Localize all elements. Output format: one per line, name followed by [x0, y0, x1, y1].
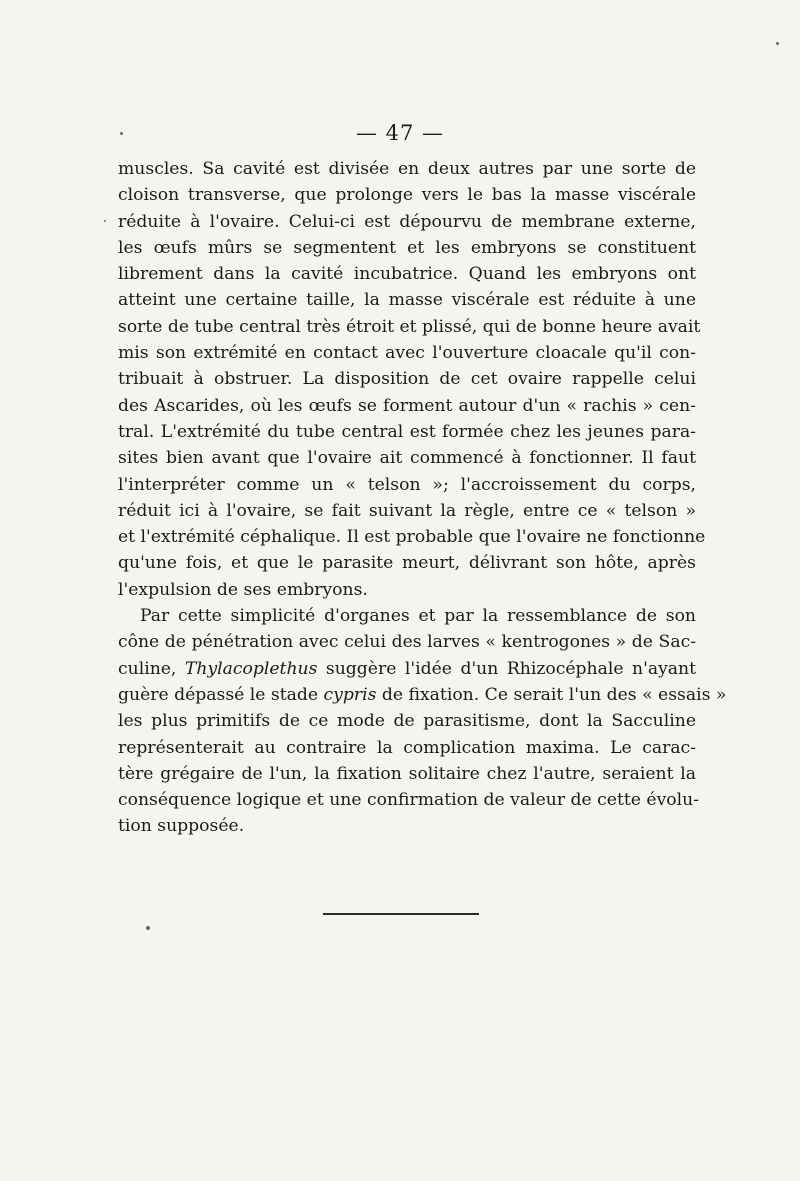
paragraph-2 [118, 603, 727, 840]
paper-speck [104, 220, 106, 222]
text-line: sorte de tube central très étroit et plissé, qui de bonne heure avait [118, 316, 701, 337]
paper-speck [776, 42, 779, 45]
section-divider [323, 913, 479, 915]
body-text [118, 156, 727, 840]
stage-name: cypris [323, 684, 377, 705]
text-fragment: guère dépassé le stade [118, 684, 324, 705]
text-line: tral. L'extrémité du tube central est formée chez les jeunes para- [118, 421, 696, 442]
text-line: des Ascarides, où les œufs se forment autour d'un « rachis » cen- [118, 395, 696, 416]
text-line: cloison transverse, que prolonge vers le bas la masse viscérale [118, 185, 696, 206]
text-line: mis son extrémité en contact avec l'ouverture cloacale qu'il con- [118, 343, 696, 364]
text-line: l'expulsion de ses embryons. [118, 579, 368, 600]
text-line: qu'une fois, et que le parasite meurt, délivrant son hôte, après [118, 553, 696, 574]
text-line: tion supposée. [118, 816, 245, 837]
text-line: les œufs mûrs se segmentent et les embryons se constituent [118, 237, 696, 258]
text-line: réduit ici à l'ovaire, se fait suivant la règle, entre ce « telson » [118, 500, 696, 521]
text-line: Par cette simplicité d'organes et par la ressemblance de son [140, 606, 696, 627]
text-line: muscles. Sa cavité est divisée en deux autres par une sorte de [118, 159, 696, 179]
text-line: conséquence logique et une confirmation de valeur de cette évolu- [118, 790, 700, 811]
text-line: sites bien avant que l'ovaire ait commencé à fonctionner. Il faut [118, 448, 696, 469]
text-line: tribuait à obstruer. La disposition de cet ovaire rappelle celui [118, 369, 696, 390]
text-line: l'interpréter comme un « telson »; l'accroissement du corps, [118, 474, 696, 495]
page-number: — 47 — [355, 121, 445, 145]
text-line [118, 682, 727, 708]
genus-name: Thylacoplethus [184, 658, 318, 679]
text-line: représenterait au contraire la complication maxima. Le carac- [118, 737, 696, 758]
text-fragment: culine, [118, 658, 185, 679]
text-fragment: suggère l'idée d'un Rhizocéphale n'ayant [317, 658, 696, 679]
paper-speck [120, 132, 123, 135]
text-line: atteint une certaine taille, la masse viscérale est réduite à une [118, 290, 696, 311]
text-line: cône de pénétration avec celui des larves « kentrogones » de Sac- [118, 632, 696, 653]
text-line: et l'extrémité céphalique. Il est probable que l'ovaire ne fonctionne [118, 527, 706, 548]
text-line [118, 656, 696, 682]
text-line: librement dans la cavité incubatrice. Quand les embryons ont [118, 264, 696, 285]
text-fragment: de fixation. Ce serait l'un des « essais » [376, 684, 727, 705]
paper-speck [146, 926, 150, 930]
text-line: tère grégaire de l'un, la fixation solitaire chez l'autre, seraient la [118, 763, 696, 784]
paragraph-1 [118, 156, 706, 603]
text-line: réduite à l'ovaire. Celui-ci est dépourvu de membrane externe, [118, 211, 696, 232]
text-line: les plus primitifs de ce mode de parasitisme, dont la Sacculine [118, 711, 696, 732]
